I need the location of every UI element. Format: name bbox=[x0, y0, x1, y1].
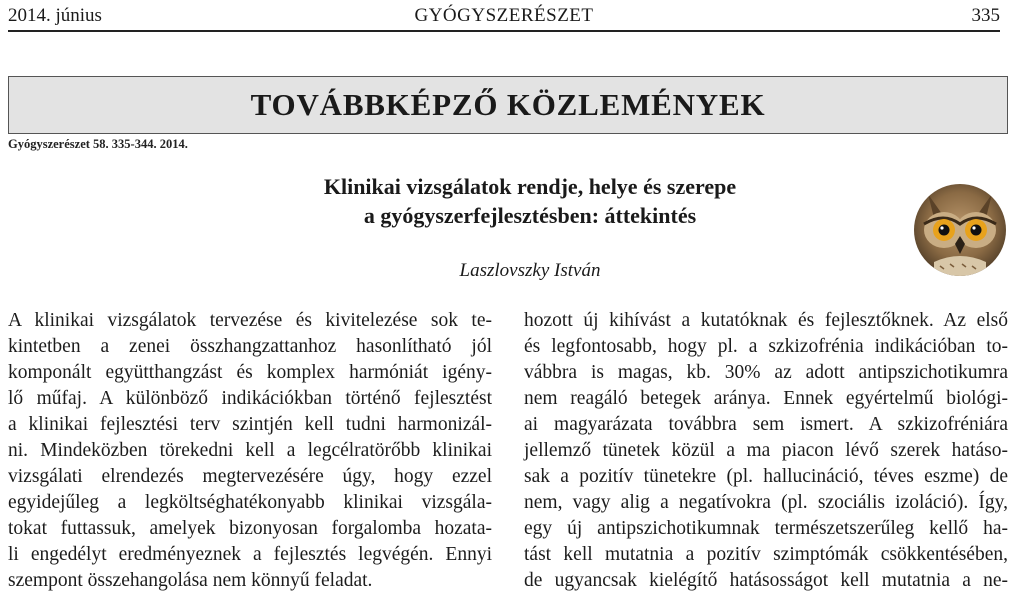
body-text-line: és legfontosabb, hogy pl. a szkizofrénia indikációban to- bbox=[524, 336, 1008, 357]
body-text-line: li engedélyt eredményeznek a fejlesztés legvégén. Ennyi bbox=[8, 544, 492, 565]
article-author: Laszlovszky István bbox=[459, 260, 601, 281]
citation-line: Gyógyszerészet 58. 335-344. 2014. bbox=[8, 137, 188, 151]
body-text-line: sak a pozitív tünetekre (pl. hallucináció, téves eszme) de bbox=[524, 466, 1008, 487]
body-column-left bbox=[8, 308, 492, 594]
body-text-line: ai magyarázata továbbra sem ismert. A szkizofréniára bbox=[524, 414, 1008, 435]
body-text-line: komponált együtthangzást és komplex harmóniát igény- bbox=[8, 362, 492, 383]
body-column-right bbox=[524, 308, 1008, 594]
body-text-line: hozott új kihívást a kutatóknak és fejlesztőknek. Az első bbox=[524, 310, 1008, 331]
body-text-line: nem reagáló betegek aránya. Ennek egyértelmű biológi- bbox=[524, 388, 1008, 409]
body-text-line: nem, vagy alig a negatívokra (pl. szociális izoláció). Így, bbox=[524, 492, 1008, 513]
section-banner: TOVÁBBKÉPZŐ KÖZLEMÉNYEK bbox=[8, 76, 1008, 134]
body-text-line: vizsgálati elrendezés megtervezésére úgy, hogy ezzel bbox=[8, 466, 492, 487]
body-text-line: a klinikai fejlesztési terv szintjén kell tudni harmonizál- bbox=[8, 414, 492, 435]
body-text-line: szempont összehangolása nem könnyű feladat. bbox=[8, 570, 373, 591]
body-text-line: egy új antipszichotikumnak természetszerűleg kellő ha- bbox=[524, 518, 1008, 539]
body-text-line: tokat futtassuk, amelyek bizonyosan forgalomba hozata- bbox=[8, 518, 492, 539]
article-title-line-2: a gyógyszerfejlesztésben: áttekintés bbox=[363, 203, 697, 228]
body-text-line: jellemző tünetek közül a ma piacon lévő szerek hatáso- bbox=[524, 440, 1008, 461]
header-journal-name: GYÓGYSZERÉSZET bbox=[414, 5, 594, 26]
running-header bbox=[8, 4, 1000, 32]
body-text-line: lő műfaj. A különböző indikációkban történő fejlesztést bbox=[8, 388, 492, 409]
body-text-line: de ugyancsak kielégítő hatásosságot kell mutatnia a ne- bbox=[524, 570, 1008, 591]
body-text-line: ni. Mindeközben törekedni kell a legcélratörőbb klinikai bbox=[8, 440, 492, 461]
body-text-line: tást kell mutatnia a pozitív szimptómák csökkentésében, bbox=[524, 544, 1008, 565]
body-text-line: egyidejűleg a legköltséghatékonyabb klinikai vizsgála- bbox=[8, 492, 492, 513]
header-page-number: 335 bbox=[971, 5, 1000, 26]
body-text-line: A klinikai vizsgálatok tervezése és kivitelezése sok te- bbox=[8, 310, 492, 331]
body-text-line: vábbra is magas, kb. 30% az adott antipszichotikumra bbox=[524, 362, 1008, 383]
article-title-line-1: Klinikai vizsgálatok rendje, helye és szerepe bbox=[323, 174, 737, 199]
body-text-line: kintetben a zenei összhangzattanhoz hasonlítható jól bbox=[8, 336, 492, 357]
article-title bbox=[230, 172, 830, 230]
header-date: 2014. június bbox=[8, 5, 102, 26]
owl-photo-icon bbox=[914, 184, 1006, 276]
